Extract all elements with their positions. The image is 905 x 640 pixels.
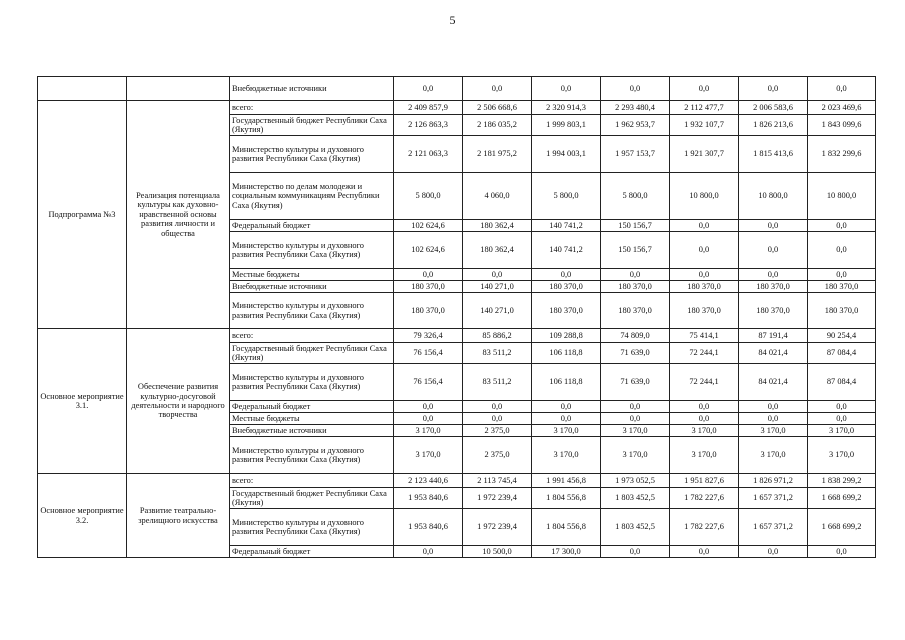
funding-source-cell: Государственный бюджет Республики Саха (Якутия) [230, 343, 394, 364]
value-cell: 2 181 975,2 [463, 136, 532, 173]
value-cell: 3 170,0 [739, 425, 808, 437]
value-cell: 0,0 [532, 77, 601, 101]
value-cell: 1 953 840,6 [394, 488, 463, 509]
value-cell: 1 803 452,5 [601, 488, 670, 509]
value-cell: 2 186 035,2 [463, 115, 532, 136]
value-cell: 3 170,0 [670, 437, 739, 474]
value-cell: 2 126 863,3 [394, 115, 463, 136]
value-cell: 180 362,4 [463, 232, 532, 269]
table-row [38, 101, 876, 115]
value-cell: 1 826 213,6 [739, 115, 808, 136]
value-cell: 180 370,0 [394, 281, 463, 293]
value-cell: 180 370,0 [739, 293, 808, 329]
value-cell: 5 800,0 [394, 173, 463, 220]
funding-source-cell: Министерство культуры и духовного развития Республики Саха (Якутия) [230, 509, 394, 546]
value-cell: 0,0 [463, 77, 532, 101]
value-cell: 180 370,0 [739, 281, 808, 293]
value-cell: 1 951 827,6 [670, 474, 739, 488]
value-cell: 140 741,2 [532, 232, 601, 269]
value-cell: 1 815 413,6 [739, 136, 808, 173]
value-cell: 10 800,0 [739, 173, 808, 220]
value-cell: 0,0 [670, 232, 739, 269]
value-cell: 2 112 477,7 [670, 101, 739, 115]
value-cell: 0,0 [739, 77, 808, 101]
value-cell: 1 838 299,2 [808, 474, 876, 488]
table-row [38, 474, 876, 488]
value-cell: 1 957 153,7 [601, 136, 670, 173]
funding-source-cell: Министерство культуры и духовного развития Республики Саха (Якутия) [230, 232, 394, 269]
funding-source-cell: Министерство по делам молодежи и социальным коммуникациям Республики Саха (Якутия) [230, 173, 394, 220]
value-cell: 140 741,2 [532, 220, 601, 232]
value-cell: 180 370,0 [670, 293, 739, 329]
value-cell: 83 511,2 [463, 364, 532, 401]
value-cell: 3 170,0 [394, 437, 463, 474]
value-cell: 5 800,0 [532, 173, 601, 220]
value-cell: 0,0 [670, 77, 739, 101]
funding-source-cell: Внебюджетные источники [230, 77, 394, 101]
value-cell: 2 113 745,4 [463, 474, 532, 488]
value-cell: 3 170,0 [532, 425, 601, 437]
value-cell: 3 170,0 [601, 437, 670, 474]
value-cell: 2 375,0 [463, 425, 532, 437]
funding-source-cell: всего: [230, 474, 394, 488]
value-cell: 106 118,8 [532, 343, 601, 364]
value-cell: 0,0 [808, 220, 876, 232]
value-cell: 1 657 371,2 [739, 509, 808, 546]
value-cell: 2 293 480,4 [601, 101, 670, 115]
program-title-cell [127, 77, 230, 101]
value-cell: 2 121 063,3 [394, 136, 463, 173]
value-cell: 0,0 [463, 413, 532, 425]
value-cell: 85 886,2 [463, 329, 532, 343]
program-cell: Основное мероприятие 3.2. [38, 474, 127, 558]
value-cell: 3 170,0 [808, 425, 876, 437]
value-cell: 84 021,4 [739, 364, 808, 401]
value-cell: 74 809,0 [601, 329, 670, 343]
value-cell: 180 370,0 [532, 293, 601, 329]
value-cell: 102 624,6 [394, 232, 463, 269]
value-cell: 0,0 [394, 269, 463, 281]
funding-source-cell: всего: [230, 101, 394, 115]
value-cell: 76 156,4 [394, 343, 463, 364]
value-cell: 0,0 [394, 413, 463, 425]
value-cell: 0,0 [739, 546, 808, 558]
funding-source-cell: всего: [230, 329, 394, 343]
value-cell: 1 994 003,1 [532, 136, 601, 173]
value-cell: 79 326,4 [394, 329, 463, 343]
value-cell: 72 244,1 [670, 343, 739, 364]
value-cell: 2 320 914,3 [532, 101, 601, 115]
value-cell: 1 804 556,8 [532, 509, 601, 546]
value-cell: 0,0 [601, 269, 670, 281]
value-cell: 1 999 803,1 [532, 115, 601, 136]
value-cell: 71 639,0 [601, 364, 670, 401]
value-cell: 109 288,8 [532, 329, 601, 343]
value-cell: 87 084,4 [808, 343, 876, 364]
value-cell: 3 170,0 [394, 425, 463, 437]
value-cell: 0,0 [739, 413, 808, 425]
value-cell: 5 800,0 [601, 173, 670, 220]
value-cell: 10 800,0 [670, 173, 739, 220]
value-cell: 0,0 [463, 269, 532, 281]
funding-source-cell: Министерство культуры и духовного развития Республики Саха (Якутия) [230, 136, 394, 173]
value-cell: 76 156,4 [394, 364, 463, 401]
value-cell: 0,0 [808, 77, 876, 101]
value-cell: 180 370,0 [808, 293, 876, 329]
value-cell: 102 624,6 [394, 220, 463, 232]
value-cell: 0,0 [739, 220, 808, 232]
value-cell: 3 170,0 [808, 437, 876, 474]
funding-source-cell: Федеральный бюджет [230, 546, 394, 558]
value-cell: 1 657 371,2 [739, 488, 808, 509]
value-cell: 1 962 953,7 [601, 115, 670, 136]
value-cell: 2 006 583,6 [739, 101, 808, 115]
value-cell: 2 506 668,6 [463, 101, 532, 115]
value-cell: 180 370,0 [532, 281, 601, 293]
value-cell: 10 500,0 [463, 546, 532, 558]
program-cell: Основное мероприятие 3.1. [38, 329, 127, 474]
value-cell: 90 254,4 [808, 329, 876, 343]
page-number: 5 [449, 13, 456, 27]
value-cell: 3 170,0 [670, 425, 739, 437]
funding-source-cell: Федеральный бюджет [230, 401, 394, 413]
value-cell: 3 170,0 [601, 425, 670, 437]
table-row [38, 77, 876, 101]
value-cell: 1 972 239,4 [463, 488, 532, 509]
value-cell: 1 782 227,6 [670, 488, 739, 509]
value-cell: 0,0 [670, 269, 739, 281]
value-cell: 0,0 [808, 546, 876, 558]
value-cell: 180 370,0 [670, 281, 739, 293]
value-cell: 0,0 [601, 77, 670, 101]
value-cell: 75 414,1 [670, 329, 739, 343]
value-cell: 0,0 [670, 401, 739, 413]
budget-table [37, 76, 876, 558]
program-title-cell: Развитие театрально-зрелищного искусства [127, 474, 230, 558]
funding-source-cell: Министерство культуры и духовного развития Республики Саха (Якутия) [230, 364, 394, 401]
value-cell: 0,0 [532, 413, 601, 425]
value-cell: 1 668 699,2 [808, 488, 876, 509]
budget-table-body [38, 77, 876, 558]
funding-source-cell: Внебюджетные источники [230, 425, 394, 437]
value-cell: 0,0 [670, 546, 739, 558]
value-cell: 140 271,0 [463, 281, 532, 293]
value-cell: 10 800,0 [808, 173, 876, 220]
value-cell: 140 271,0 [463, 293, 532, 329]
value-cell: 4 060,0 [463, 173, 532, 220]
value-cell: 1 972 239,4 [463, 509, 532, 546]
value-cell: 0,0 [532, 269, 601, 281]
table-row [38, 329, 876, 343]
value-cell: 180 370,0 [601, 281, 670, 293]
value-cell: 2 409 857,9 [394, 101, 463, 115]
value-cell: 0,0 [394, 77, 463, 101]
value-cell: 0,0 [808, 401, 876, 413]
value-cell: 150 156,7 [601, 232, 670, 269]
value-cell: 1 803 452,5 [601, 509, 670, 546]
value-cell: 180 362,4 [463, 220, 532, 232]
value-cell: 1 932 107,7 [670, 115, 739, 136]
value-cell: 1 991 456,8 [532, 474, 601, 488]
value-cell: 0,0 [808, 269, 876, 281]
value-cell: 71 639,0 [601, 343, 670, 364]
value-cell: 87 191,4 [739, 329, 808, 343]
value-cell: 0,0 [601, 401, 670, 413]
funding-source-cell: Государственный бюджет Республики Саха (Якутия) [230, 488, 394, 509]
funding-source-cell: Внебюджетные источники [230, 281, 394, 293]
value-cell: 1 782 227,6 [670, 509, 739, 546]
value-cell: 17 300,0 [532, 546, 601, 558]
value-cell: 0,0 [808, 232, 876, 269]
funding-source-cell: Федеральный бюджет [230, 220, 394, 232]
value-cell: 3 170,0 [739, 437, 808, 474]
funding-source-cell: Министерство культуры и духовного развития Республики Саха (Якутия) [230, 437, 394, 474]
value-cell: 0,0 [739, 232, 808, 269]
value-cell: 0,0 [808, 413, 876, 425]
value-cell: 0,0 [601, 413, 670, 425]
value-cell: 83 511,2 [463, 343, 532, 364]
value-cell: 180 370,0 [394, 293, 463, 329]
program-title-cell: Реализация потенциала культуры как духовно-нравственной основы развития личности и общества [127, 101, 230, 329]
value-cell: 2 023 469,6 [808, 101, 876, 115]
value-cell: 180 370,0 [601, 293, 670, 329]
value-cell: 1 843 099,6 [808, 115, 876, 136]
value-cell: 84 021,4 [739, 343, 808, 364]
value-cell: 0,0 [394, 546, 463, 558]
program-title-cell: Обеспечение развития культурно-досуговой деятельности и народного творчества [127, 329, 230, 474]
value-cell: 1 973 052,5 [601, 474, 670, 488]
value-cell: 106 118,8 [532, 364, 601, 401]
value-cell: 87 084,4 [808, 364, 876, 401]
funding-source-cell: Государственный бюджет Республики Саха (Якутия) [230, 115, 394, 136]
program-cell: Подпрограмма №3 [38, 101, 127, 329]
value-cell: 0,0 [532, 401, 601, 413]
value-cell: 0,0 [670, 220, 739, 232]
value-cell: 0,0 [739, 401, 808, 413]
value-cell: 2 123 440,6 [394, 474, 463, 488]
value-cell: 180 370,0 [808, 281, 876, 293]
value-cell: 0,0 [739, 269, 808, 281]
program-cell [38, 77, 127, 101]
value-cell: 0,0 [601, 546, 670, 558]
funding-source-cell: Министерство культуры и духовного развития Республики Саха (Якутия) [230, 293, 394, 329]
value-cell: 3 170,0 [532, 437, 601, 474]
value-cell: 1 668 699,2 [808, 509, 876, 546]
value-cell: 1 832 299,6 [808, 136, 876, 173]
value-cell: 1 826 971,2 [739, 474, 808, 488]
value-cell: 1 804 556,8 [532, 488, 601, 509]
value-cell: 72 244,1 [670, 364, 739, 401]
value-cell: 1 921 307,7 [670, 136, 739, 173]
funding-source-cell: Местные бюджеты [230, 269, 394, 281]
value-cell: 150 156,7 [601, 220, 670, 232]
value-cell: 1 953 840,6 [394, 509, 463, 546]
value-cell: 2 375,0 [463, 437, 532, 474]
funding-source-cell: Местные бюджеты [230, 413, 394, 425]
value-cell: 0,0 [394, 401, 463, 413]
value-cell: 0,0 [670, 413, 739, 425]
value-cell: 0,0 [463, 401, 532, 413]
